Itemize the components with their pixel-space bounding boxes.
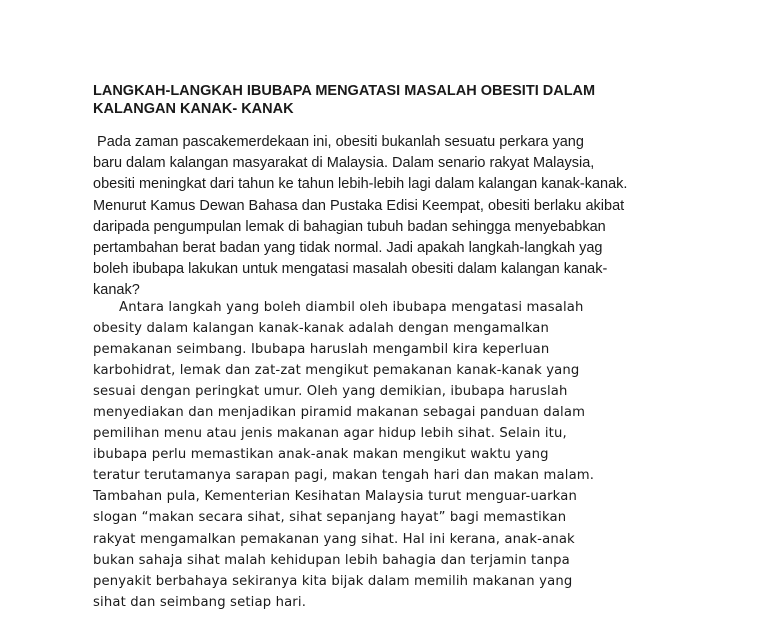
intro-line: Menurut Kamus Dewan Bahasa dan Pustaka Edisi Keempat, obesiti berlaku akibat: [93, 197, 625, 214]
intro-line: daripada pengumpulan lemak di bahagian tubuh badan sehingga menyebabkan: [93, 218, 606, 235]
body-line: ibubapa perlu memastikan anak-anak makan mengikut waktu yang: [93, 447, 549, 463]
body-paragraph: [93, 297, 713, 613]
title-line: LANGKAH-LANGKAH IBUBAPA MENGATASI MASALAH OBESITI DALAM: [93, 83, 596, 99]
intro-line: baru dalam kalangan masyarakat di Malaysia. Dalam senario rakyat Malaysia,: [93, 155, 595, 172]
title-line: KALANGAN KANAK- KANAK: [93, 101, 294, 117]
body-line: pemakanan seimbang. Ibubapa haruslah mengambil kira keperluan: [93, 342, 550, 358]
body-line: Antara langkah yang boleh diambil oleh ibubapa mengatasi masalah: [93, 300, 584, 315]
body-line: Tambahan pula, Kementerian Kesihatan Malaysia turut menguar-uarkan: [93, 489, 577, 505]
body-line: sesuai dengan peringkat umur. Oleh yang demikian, ibubapa haruslah: [93, 384, 568, 400]
intro-line: boleh ibubapa lakukan untuk mengatasi masalah obesiti dalam kalangan kanak-: [93, 261, 608, 278]
body-line: teratur terutamanya sarapan pagi, makan tengah hari dan makan malam.: [93, 468, 595, 484]
body-line: pemilihan menu atau jenis makanan agar hidup lebih sihat. Selain itu,: [93, 426, 567, 442]
document-title: [93, 82, 693, 118]
intro-line: kanak?: [93, 282, 140, 299]
intro-line: pertambahan berat badan yang tidak normal. Jadi apakah langkah-langkah yag: [93, 240, 603, 257]
body-line: slogan “makan secara sihat, sihat sepanjang hayat” bagi memastikan: [93, 510, 567, 526]
intro-paragraph: [93, 132, 703, 302]
body-line: bukan sahaja sihat malah kehidupan lebih bahagia dan terjamin tanpa: [93, 552, 570, 568]
body-line: sihat dan seimbang setiap hari.: [93, 594, 307, 610]
body-line: penyakit berbahaya sekiranya kita bijak dalam memilih makanan yang: [93, 573, 573, 589]
body-line: karbohidrat, lemak dan zat-zat mengikut pemakanan kanak-kanak yang: [93, 363, 580, 379]
intro-line: Pada zaman pascakemerdekaan ini, obesiti bukanlah sesuatu perkara yang: [93, 134, 584, 150]
body-line: obesity dalam kalangan kanak-kanak adalah dengan mengamalkan: [93, 321, 550, 337]
body-line: menyediakan dan menjadikan piramid makanan sebagai panduan dalam: [93, 405, 586, 421]
intro-line: obesiti meningkat dari tahun ke tahun lebih-lebih lagi dalam kalangan kanak-kanak.: [93, 176, 628, 193]
body-line: rakyat mengamalkan pemakanan yang sihat. Hal ini kerana, anak-anak: [93, 531, 575, 547]
